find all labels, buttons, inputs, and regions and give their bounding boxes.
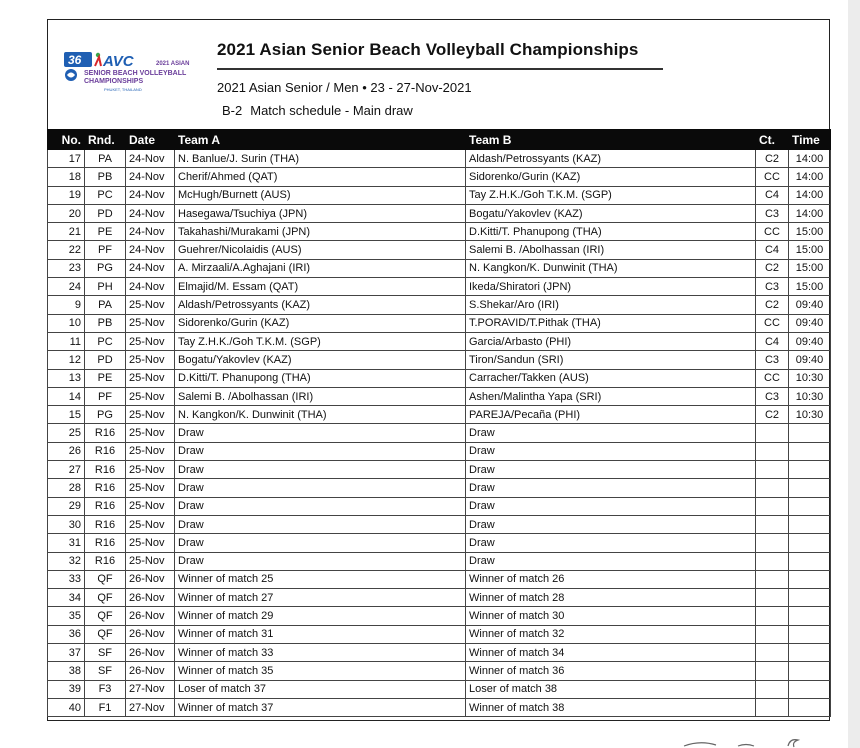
cell-round: R16	[85, 552, 126, 570]
cell-team-a: N. Banlue/J. Surin (THA)	[175, 150, 466, 168]
cell-team-a: Cherif/Ahmed (QAT)	[175, 168, 466, 186]
cell-team-a: Draw	[175, 497, 466, 515]
cell-time	[789, 424, 831, 442]
cell-date: 25-Nov	[126, 552, 175, 570]
cell-time	[789, 625, 831, 643]
cell-no: 14	[48, 387, 85, 405]
cell-date: 26-Nov	[126, 625, 175, 643]
cell-no: 35	[48, 607, 85, 625]
cell-court: CC	[756, 168, 789, 186]
event-subtitle: 2021 Asian Senior / Men • 23 - 27-Nov-2021	[217, 80, 472, 95]
table-row	[48, 424, 831, 442]
championship-logo	[62, 48, 202, 100]
cell-team-a: Winner of match 25	[175, 570, 466, 588]
cell-team-b: Winner of match 28	[466, 589, 756, 607]
cell-no: 15	[48, 406, 85, 424]
cell-no: 39	[48, 680, 85, 698]
cell-round: SF	[85, 662, 126, 680]
cell-round: QF	[85, 570, 126, 588]
cell-court	[756, 644, 789, 662]
table-row	[48, 296, 831, 314]
cell-time: 10:30	[789, 369, 831, 387]
cell-date: 26-Nov	[126, 607, 175, 625]
table-row	[48, 680, 831, 698]
table-row	[48, 150, 831, 168]
cell-team-a: D.Kitti/T. Phanupong (THA)	[175, 369, 466, 387]
cell-time	[789, 497, 831, 515]
table-row	[48, 223, 831, 241]
cell-team-a: Bogatu/Yakovlev (KAZ)	[175, 351, 466, 369]
cell-date: 24-Nov	[126, 223, 175, 241]
column-header-court: Ct.	[756, 130, 789, 150]
cell-court: C2	[756, 296, 789, 314]
cell-team-a: Draw	[175, 534, 466, 552]
cell-time: 15:00	[789, 241, 831, 259]
document-code-line	[222, 103, 421, 118]
cell-no: 12	[48, 351, 85, 369]
cell-no: 30	[48, 515, 85, 533]
cell-round: R16	[85, 424, 126, 442]
cell-time: 15:00	[789, 223, 831, 241]
cell-date: 24-Nov	[126, 204, 175, 222]
cell-time: 09:40	[789, 351, 831, 369]
cell-round: PD	[85, 204, 126, 222]
cell-team-b: Draw	[466, 534, 756, 552]
cell-team-a: Winner of match 35	[175, 662, 466, 680]
cell-team-a: Winner of match 27	[175, 589, 466, 607]
svg-text:2021 ASIAN: 2021 ASIAN	[156, 61, 190, 67]
cell-date: 25-Nov	[126, 314, 175, 332]
table-row	[48, 351, 831, 369]
cell-date: 24-Nov	[126, 241, 175, 259]
table-row	[48, 461, 831, 479]
cell-date: 25-Nov	[126, 406, 175, 424]
table-row	[48, 515, 831, 533]
cell-date: 26-Nov	[126, 662, 175, 680]
cell-date: 24-Nov	[126, 278, 175, 296]
cell-team-a: Guehrer/Nicolaidis (AUS)	[175, 241, 466, 259]
table-row	[48, 168, 831, 186]
cell-date: 24-Nov	[126, 259, 175, 277]
cell-time	[789, 662, 831, 680]
svg-text:CHAMPIONSHIPS: CHAMPIONSHIPS	[84, 78, 144, 85]
cell-team-b: Carracher/Takken (AUS)	[466, 369, 756, 387]
cell-time: 14:00	[789, 186, 831, 204]
cell-no: 13	[48, 369, 85, 387]
table-row	[48, 644, 831, 662]
cell-round: R16	[85, 534, 126, 552]
cell-time	[789, 479, 831, 497]
table-row	[48, 625, 831, 643]
table-row	[48, 589, 831, 607]
cell-team-a: Draw	[175, 515, 466, 533]
table-row	[48, 552, 831, 570]
table-row	[48, 387, 831, 405]
cell-court: C4	[756, 241, 789, 259]
cell-round: QF	[85, 625, 126, 643]
cell-team-b: Salemi B. /Abolhassan (IRI)	[466, 241, 756, 259]
cell-time	[789, 442, 831, 460]
table-row	[48, 278, 831, 296]
handwriting-mark	[680, 734, 810, 748]
cell-no: 27	[48, 461, 85, 479]
document-name: Match schedule - Main draw	[250, 103, 413, 118]
cell-date: 27-Nov	[126, 680, 175, 698]
cell-team-a: Sidorenko/Gurin (KAZ)	[175, 314, 466, 332]
cell-team-b: Winner of match 32	[466, 625, 756, 643]
cell-no: 32	[48, 552, 85, 570]
cell-court	[756, 607, 789, 625]
cell-no: 33	[48, 570, 85, 588]
cell-court	[756, 625, 789, 643]
table-row	[48, 607, 831, 625]
cell-time: 10:30	[789, 406, 831, 424]
svg-text:AVC: AVC	[103, 53, 134, 70]
cell-round: PB	[85, 314, 126, 332]
cell-team-a: McHugh/Burnett (AUS)	[175, 186, 466, 204]
cell-round: R16	[85, 515, 126, 533]
cell-no: 26	[48, 442, 85, 460]
cell-round: PH	[85, 278, 126, 296]
table-row	[48, 186, 831, 204]
cell-round: PD	[85, 351, 126, 369]
cell-team-a: Salemi B. /Abolhassan (IRI)	[175, 387, 466, 405]
cell-time	[789, 607, 831, 625]
svg-text:PHUKET, THAILAND: PHUKET, THAILAND	[104, 87, 142, 92]
table-row	[48, 314, 831, 332]
table-row	[48, 204, 831, 222]
cell-team-a: Winner of match 29	[175, 607, 466, 625]
cell-team-b: Draw	[466, 497, 756, 515]
cell-date: 25-Nov	[126, 479, 175, 497]
cell-time	[789, 644, 831, 662]
cell-team-b: Winner of match 36	[466, 662, 756, 680]
cell-team-b: Winner of match 38	[466, 698, 756, 716]
cell-date: 25-Nov	[126, 351, 175, 369]
cell-round: PC	[85, 332, 126, 350]
cell-round: SF	[85, 644, 126, 662]
cell-team-a: Winner of match 37	[175, 698, 466, 716]
cell-court	[756, 497, 789, 515]
cell-date: 25-Nov	[126, 534, 175, 552]
table-row	[48, 534, 831, 552]
cell-team-b: Draw	[466, 461, 756, 479]
cell-team-b: Draw	[466, 424, 756, 442]
cell-no: 34	[48, 589, 85, 607]
cell-team-a: Aldash/Petrossyants (KAZ)	[175, 296, 466, 314]
cell-court: C3	[756, 351, 789, 369]
cell-team-a: Draw	[175, 424, 466, 442]
table-row	[48, 442, 831, 460]
cell-team-b: Sidorenko/Gurin (KAZ)	[466, 168, 756, 186]
cell-date: 25-Nov	[126, 296, 175, 314]
cell-team-b: Aldash/Petrossyants (KAZ)	[466, 150, 756, 168]
column-header-time: Time	[789, 130, 831, 150]
cell-team-b: D.Kitti/T. Phanupong (THA)	[466, 223, 756, 241]
cell-round: F1	[85, 698, 126, 716]
cell-team-b: Ikeda/Shiratori (JPN)	[466, 278, 756, 296]
cell-time	[789, 534, 831, 552]
cell-date: 25-Nov	[126, 497, 175, 515]
cell-date: 25-Nov	[126, 424, 175, 442]
cell-round: QF	[85, 589, 126, 607]
cell-no: 29	[48, 497, 85, 515]
cell-court: C3	[756, 204, 789, 222]
cell-date: 27-Nov	[126, 698, 175, 716]
cell-court	[756, 461, 789, 479]
cell-no: 31	[48, 534, 85, 552]
cell-team-a: N. Kangkon/K. Dunwinit (THA)	[175, 406, 466, 424]
cell-round: R16	[85, 497, 126, 515]
cell-court	[756, 589, 789, 607]
cell-date: 25-Nov	[126, 461, 175, 479]
cell-date: 25-Nov	[126, 442, 175, 460]
cell-court: CC	[756, 223, 789, 241]
cell-time	[789, 515, 831, 533]
cell-round: QF	[85, 607, 126, 625]
cell-date: 25-Nov	[126, 387, 175, 405]
column-header-team-a: Team A	[175, 130, 466, 150]
table-row	[48, 479, 831, 497]
cell-court: C4	[756, 332, 789, 350]
cell-round: PC	[85, 186, 126, 204]
logo-avc-mark	[95, 53, 135, 70]
cell-team-b: Loser of match 38	[466, 680, 756, 698]
table-row	[48, 698, 831, 716]
cell-team-a: Takahashi/Murakami (JPN)	[175, 223, 466, 241]
cell-round: R16	[85, 442, 126, 460]
svg-text:36: 36	[68, 53, 82, 67]
cell-date: 24-Nov	[126, 150, 175, 168]
cell-no: 22	[48, 241, 85, 259]
cell-no: 21	[48, 223, 85, 241]
cell-team-a: Winner of match 33	[175, 644, 466, 662]
table-row	[48, 406, 831, 424]
cell-date: 26-Nov	[126, 644, 175, 662]
cell-team-a: Draw	[175, 442, 466, 460]
cell-court	[756, 442, 789, 460]
table-row	[48, 497, 831, 515]
cell-date: 26-Nov	[126, 570, 175, 588]
cell-round: R16	[85, 461, 126, 479]
cell-round: PE	[85, 369, 126, 387]
cell-no: 25	[48, 424, 85, 442]
cell-team-b: Bogatu/Yakovlev (KAZ)	[466, 204, 756, 222]
cell-round: PF	[85, 387, 126, 405]
cell-team-b: Winner of match 30	[466, 607, 756, 625]
cell-court: C2	[756, 406, 789, 424]
column-header-date: Date	[126, 130, 175, 150]
cell-no: 23	[48, 259, 85, 277]
cell-no: 9	[48, 296, 85, 314]
cell-court	[756, 698, 789, 716]
cell-round: PG	[85, 406, 126, 424]
cell-court	[756, 515, 789, 533]
cell-round: R16	[85, 479, 126, 497]
cell-time	[789, 552, 831, 570]
cell-team-b: Winner of match 26	[466, 570, 756, 588]
cell-time	[789, 698, 831, 716]
logo-36-badge	[64, 52, 92, 67]
table-row	[48, 369, 831, 387]
cell-court: CC	[756, 369, 789, 387]
cell-court	[756, 662, 789, 680]
cell-court	[756, 424, 789, 442]
cell-date: 25-Nov	[126, 515, 175, 533]
cell-team-a: Loser of match 37	[175, 680, 466, 698]
table-body	[48, 150, 831, 717]
cell-no: 38	[48, 662, 85, 680]
svg-text:SENIOR BEACH VOLLEYBALL: SENIOR BEACH VOLLEYBALL	[84, 70, 187, 77]
cell-no: 36	[48, 625, 85, 643]
cell-team-a: Elmajid/M. Essam (QAT)	[175, 278, 466, 296]
document-code: B-2	[222, 103, 243, 118]
cell-no: 28	[48, 479, 85, 497]
cell-team-a: Draw	[175, 552, 466, 570]
table-row	[48, 241, 831, 259]
column-header-no: No.	[48, 130, 85, 150]
cell-team-b: Winner of match 34	[466, 644, 756, 662]
cell-no: 18	[48, 168, 85, 186]
cell-round: PA	[85, 296, 126, 314]
cell-time: 14:00	[789, 168, 831, 186]
cell-round: PE	[85, 223, 126, 241]
title-underline	[217, 68, 663, 70]
document-title: 2021 Asian Senior Beach Volleyball Championships	[217, 40, 639, 59]
cell-no: 17	[48, 150, 85, 168]
cell-date: 24-Nov	[126, 168, 175, 186]
cell-court	[756, 534, 789, 552]
cell-time: 14:00	[789, 150, 831, 168]
cell-round: F3	[85, 680, 126, 698]
cell-team-b: Tay Z.H.K./Goh T.K.M. (SGP)	[466, 186, 756, 204]
cell-round: PG	[85, 259, 126, 277]
cell-court: C2	[756, 259, 789, 277]
cell-date: 26-Nov	[126, 589, 175, 607]
cell-team-a: A. Mirzaali/A.Aghajani (IRI)	[175, 259, 466, 277]
cell-court: C3	[756, 387, 789, 405]
cell-team-b: Draw	[466, 442, 756, 460]
cell-team-b: Draw	[466, 515, 756, 533]
cell-round: PA	[85, 150, 126, 168]
cell-team-b: Tiron/Sandun (SRI)	[466, 351, 756, 369]
cell-team-a: Tay Z.H.K./Goh T.K.M. (SGP)	[175, 332, 466, 350]
table-header-row	[48, 130, 831, 150]
cell-team-a: Winner of match 31	[175, 625, 466, 643]
cell-time: 14:00	[789, 204, 831, 222]
cell-team-a: Draw	[175, 461, 466, 479]
cell-time	[789, 461, 831, 479]
cell-time: 09:40	[789, 296, 831, 314]
table-row	[48, 259, 831, 277]
cell-time: 15:00	[789, 259, 831, 277]
cell-team-b: S.Shekar/Aro (IRI)	[466, 296, 756, 314]
cell-team-b: Draw	[466, 552, 756, 570]
cell-team-b: T.PORAVID/T.Pithak (THA)	[466, 314, 756, 332]
column-header-team-b: Team B	[466, 130, 756, 150]
table-row	[48, 570, 831, 588]
cell-round: PF	[85, 241, 126, 259]
cell-no: 40	[48, 698, 85, 716]
cell-date: 25-Nov	[126, 369, 175, 387]
cell-team-b: Garcia/Arbasto (PHI)	[466, 332, 756, 350]
cell-time: 09:40	[789, 332, 831, 350]
cell-court: C2	[756, 150, 789, 168]
cell-court	[756, 570, 789, 588]
cell-time: 09:40	[789, 314, 831, 332]
cell-team-b: Draw	[466, 479, 756, 497]
cell-team-b: PAREJA/Pecaña (PHI)	[466, 406, 756, 424]
table-row	[48, 332, 831, 350]
cell-no: 11	[48, 332, 85, 350]
cell-time	[789, 589, 831, 607]
cell-team-a: Hasegawa/Tsuchiya (JPN)	[175, 204, 466, 222]
cell-time	[789, 570, 831, 588]
column-header-round: Rnd.	[85, 130, 126, 150]
cell-no: 20	[48, 204, 85, 222]
cell-no: 19	[48, 186, 85, 204]
cell-team-a: Draw	[175, 479, 466, 497]
cell-court	[756, 552, 789, 570]
cell-date: 25-Nov	[126, 332, 175, 350]
cell-team-b: N. Kangkon/K. Dunwinit (THA)	[466, 259, 756, 277]
cell-court: C3	[756, 278, 789, 296]
table-row	[48, 662, 831, 680]
cell-court: CC	[756, 314, 789, 332]
cell-court	[756, 479, 789, 497]
cell-no: 10	[48, 314, 85, 332]
match-schedule-table	[47, 129, 831, 717]
cell-court: C4	[756, 186, 789, 204]
cell-no: 37	[48, 644, 85, 662]
cell-time: 10:30	[789, 387, 831, 405]
cell-team-b: Ashen/Malintha Yapa (SRI)	[466, 387, 756, 405]
cell-round: PB	[85, 168, 126, 186]
cell-no: 24	[48, 278, 85, 296]
cell-time: 15:00	[789, 278, 831, 296]
cell-date: 24-Nov	[126, 186, 175, 204]
cell-time	[789, 680, 831, 698]
cell-court	[756, 680, 789, 698]
